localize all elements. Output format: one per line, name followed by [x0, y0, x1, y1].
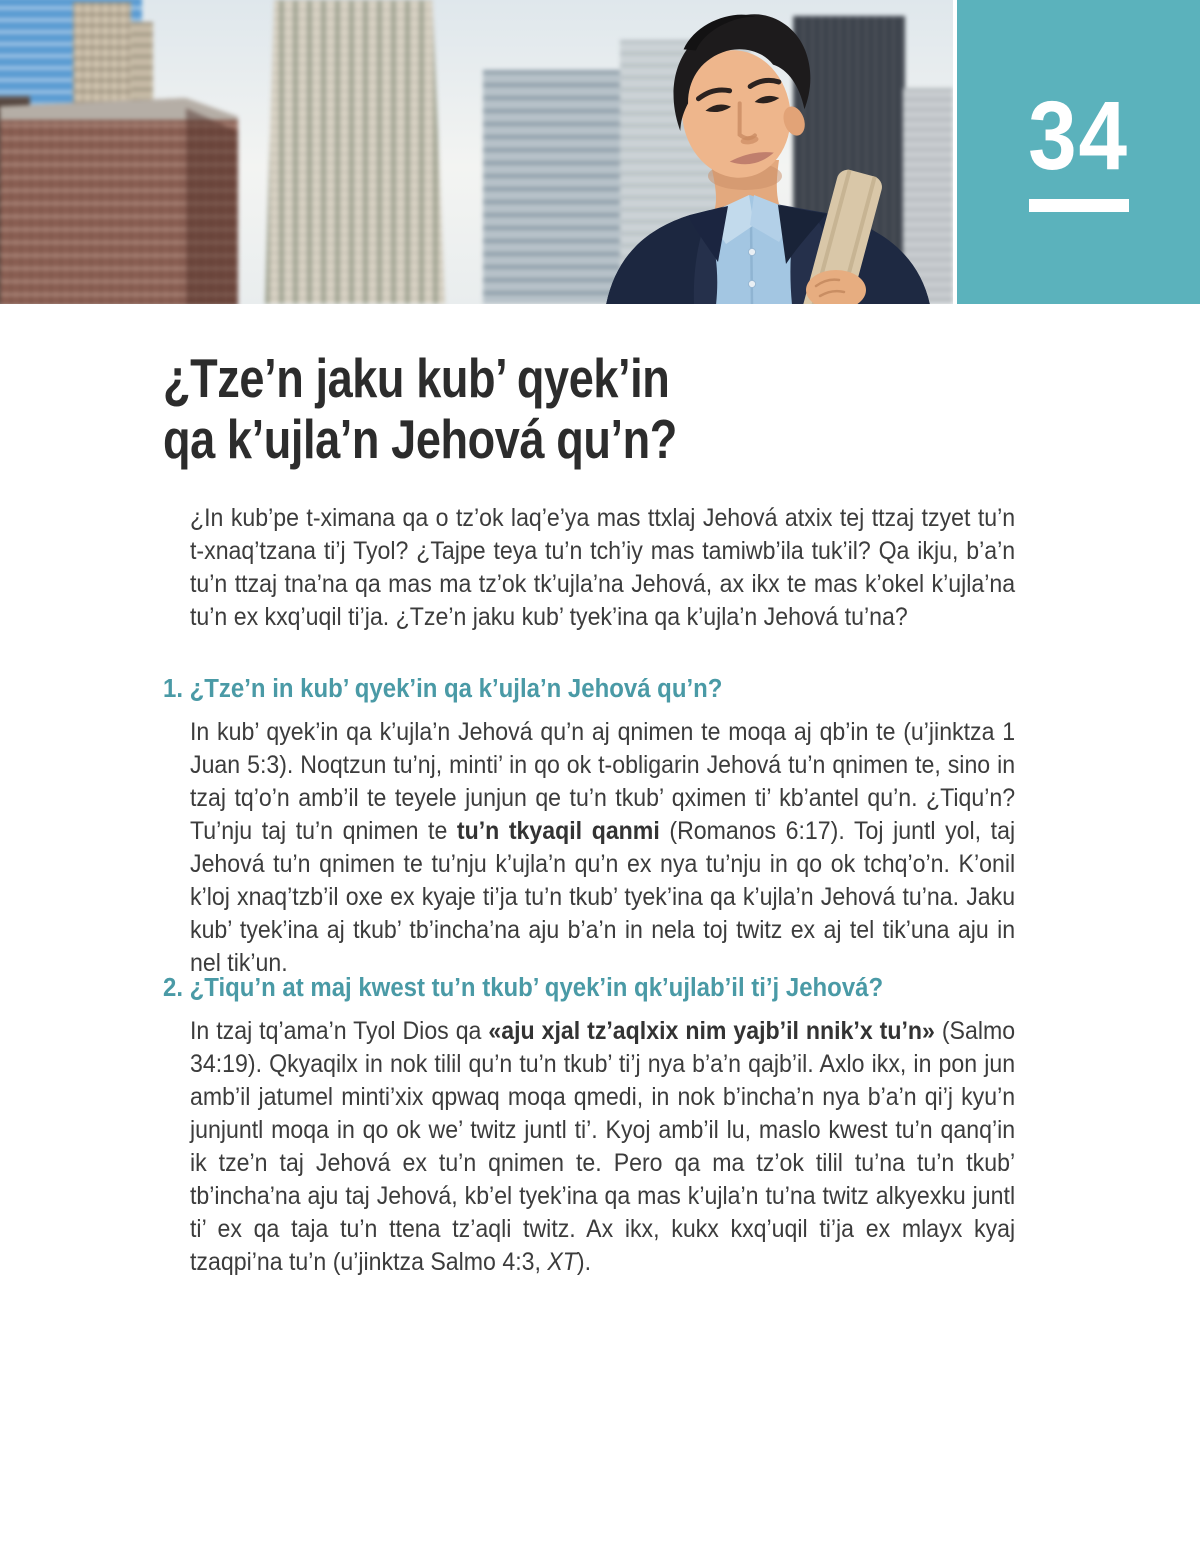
- question-1-heading: 1. ¿Tze’n in kub’ qyek’in qa k’ujla’n Jehová qu’n?: [163, 675, 723, 703]
- face: [662, 5, 825, 187]
- intro-paragraph: ¿In kub’pe t-ximana qa o tz’ok laq’e’ya mas ttxlaj Jehová atxix tej ttzaj tzyet tu’n t-xnaq’tzana ti’j Tyol? ¿Tajpe teya tu’n tch’iy mas tamiwb’ila tuk’il? Qa ikju, b’a’n tu’n ttzaj tna’na qa mas ma tz’ok tk’ujla’na Jehová, ax ikx te mas k’okel k’ujla’na tu’n ex kxq’uqil ti’ja. ¿Tze’n jaku kub’ tyek’ina qa k’ujla’n Jehová tu’na?: [190, 504, 1016, 631]
- skyscraper-ribbed-tower: [265, 0, 445, 304]
- paragraph-2: In tzaj tq’ama’n Tyol Dios qa «aju xjal tz’aqlxix nim yajb’il nnik’x tu’n» (Salmo 34:19). Qkyaqilx in nok tilil qu’n tu’n tkub’ ti’j nya b’a’n qajb’il. Axlo ikx, in pon jun amb’il jatumel minti’xix qpwaq moqa qmedi, in nok b’incha’n nya b’a’n qi’j kyu’n junjuntl moqa in qo ok we’ twitz juntl ti’. Kyoj amb’il lu, maslo kwest tu’n qanq’in ik tze’n taj Jehová ex tu’n qnimen te. Pero qa ma tz’ok tilil tu’na tu’n tkub’ tb’incha’na aju taj Jehová, kb’el tyek’ina qa mas k’ujla’n tu’na twitz alkyexku juntl ti’ ex qa taja tu’n ttena tz’aqli twitz. Ax ikx, kukx kxq’uqil ti’ja ex mlayx kyaj tzaqpi’na tu’n (u’jinktza Salmo 4:3, XT).: [190, 1017, 1016, 1276]
- skyscraper-beige-tower: [73, 2, 131, 110]
- skyscraper-brick-side-face: [186, 108, 238, 304]
- lesson-title: [163, 348, 1016, 470]
- chapter-number: 34: [1028, 81, 1129, 190]
- paragraph-1: In kub’ qyek’in qa k’ujla’n Jehová qu’n aj qnimen te moqa aj qb’in te (u’jinktza 1 Juan 5:3). Noqtzun tu’nj, minti’ in qo ok t-obligarin Jehová tu’n qnimen te, sino in tzaj tq’o’n amb’il te teyele junjun qe tu’n tkub’ qximen ti’ kb’antel qu’n. ¿Tiqu’n? Tu’nju taj tu’n qnimen te tu’n tkyaqil qanmi (Romanos 6:17). Toj juntl yol, taj Jehová tu’n qnimen te tu’nju k’ujla’n qu’n ex nya tu’nju in qo ok tchq’o’n. K’onil k’loj xnaq’tzb’il oxe ex kyaje ti’ja tu’n tkub’ tyek’ina qa k’ujla’n Jehová tu’na. Jaku kub’ tyek’ina aj tkub’ tb’incha’na aju b’a’n in nela toj twitz ex aj tel tik’una aju in nel tik’un.: [190, 718, 1016, 977]
- man-looking-up-photo-subject: [598, 0, 953, 304]
- header-photo: [0, 0, 953, 304]
- chapter-number-underline: [1029, 199, 1129, 212]
- skyscraper-beige-tower-narrow: [131, 22, 153, 108]
- question-2-heading: 2. ¿Tiqu’n at maj kwest tu’n tkub’ qyek’in qk’ujlab’il ti’j Jehová?: [163, 974, 884, 1002]
- chapter-number-box: [957, 0, 1200, 304]
- lesson-title-line2: qa k’ujla’n Jehová qu’n?: [163, 408, 677, 470]
- lesson-title-line1: ¿Tze’n jaku kub’ qyek’in: [163, 347, 670, 409]
